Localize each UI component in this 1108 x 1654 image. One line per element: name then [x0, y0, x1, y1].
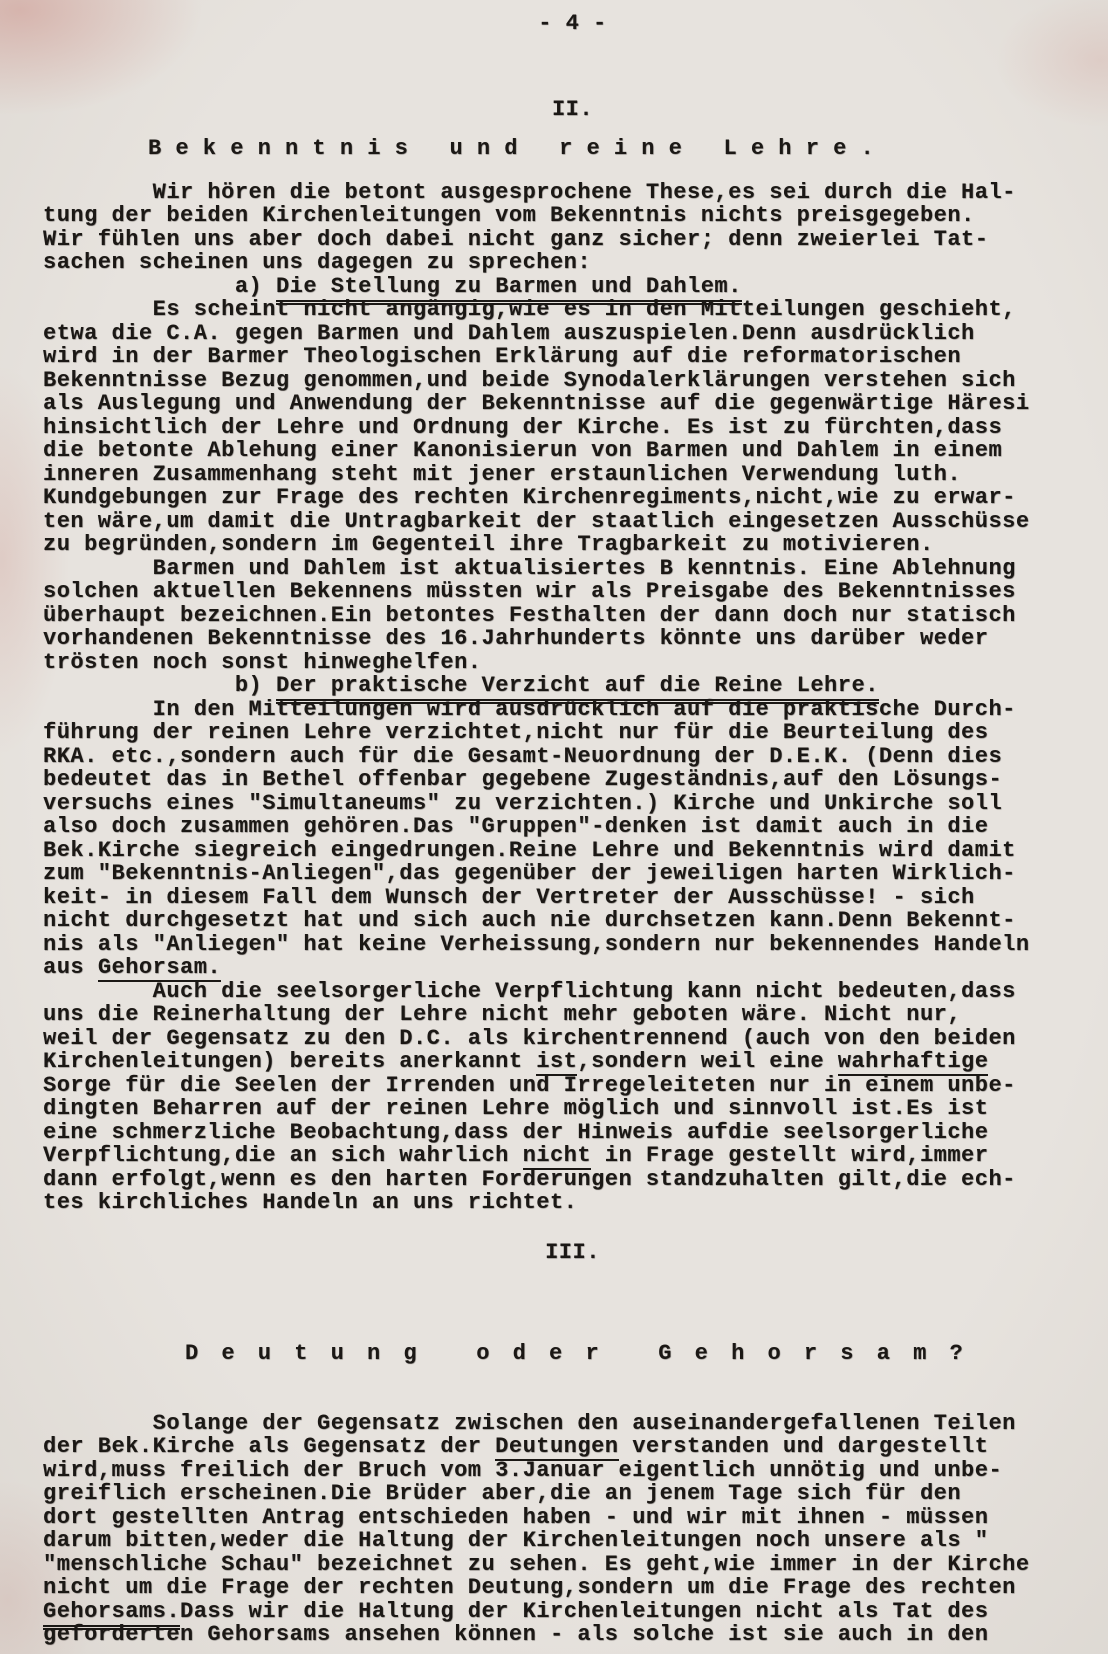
text-line: Bek.Kirche siegreich eingedrungen.Reine Lehre und Bekenntnis wird damit [43, 837, 1016, 863]
text-line: nicht durchgesetzt hat und sich auch nie durchsetzen kann.Denn Bekennt- [43, 908, 1016, 933]
paragraph-5 [43, 980, 1102, 1215]
text-line: Solange der Gegensatz zwischen den auseinandergefallenen Teilen [43, 1410, 1016, 1436]
text-line: versuchs eines "Simultaneums" zu verzichten.) Kirche und Unkirche soll [43, 790, 1003, 816]
text-line: überhaupt bezeichnen.Ein betontes Festhalten der dann doch nur statisch [43, 602, 1016, 628]
text-line: nis als "Anliegen" hat keine Verheissung,sondern nur bekennendes Handeln [43, 931, 1030, 957]
text-line: dann erfolgt,wenn es den harten Forderungen standzuhalten gilt,die ech- [43, 1166, 1016, 1192]
text-line: eine schmerzliche Beobachtung,dass der Hinweis aufdie seelsorgerliche [43, 1119, 989, 1145]
subheading-b [43, 674, 1102, 698]
text-line: dort gestellten Antrag entschieden haben - und wir mit ihnen - müssen [43, 1504, 989, 1530]
paragraph-4 [43, 698, 1102, 980]
text-line: keit- in diesem Fall dem Wunsch der Vertreter der Ausschüsse! - sich [43, 884, 975, 910]
text-line: führung der reinen Lehre verzichtet,nicht nur für die Beurteilung des [43, 720, 989, 745]
text-line: D e u t u n g o d e r G e h o r s a m ? [185, 1341, 968, 1366]
text-line: der Bek.Kirche als Gegensatz der Deutungen verstanden und dargestellt [43, 1434, 989, 1459]
text-line: die betonte Ablehung einer Kanonisierun von Barmen und Dahlem in einem [43, 438, 1003, 463]
text-line: "menschliche Schau" bezeichnet zu sehen. Es geht,wie immer in der Kirche [43, 1551, 1030, 1577]
text-line: trösten noch sonst hinweghelfen. [43, 649, 482, 675]
text-line: weil der Gegensatz zu den D.C. als kirchentrennend (auch von den beiden [43, 1025, 1016, 1051]
text-line: sachen scheinen uns dagegen zu sprechen: [43, 250, 592, 275]
text-line: zum "Bekenntnis-Anliegen",das gegenüber der jeweiligen harten Wirklich- [43, 861, 1016, 886]
text-line: tung der beiden Kirchenleitungen vom Bekenntnis nichts preisgegeben. [43, 203, 975, 228]
text-line: RKA. etc.,sondern auch für die Gesamt-Neuordnung der D.E.K. (Denn dies [43, 743, 1003, 769]
text-line: inneren Zusammenhang steht mit jener erstaunlichen Verwendung luth. [43, 461, 962, 487]
section-iii-title [43, 1342, 1102, 1366]
text-line: uns die Reinerhaltung der Lehre nicht mehr geboten wäre. Nicht nur, [43, 1002, 962, 1027]
page-number [43, 12, 1102, 36]
text-line: zu begründen,sondern im Gegenteil ihre Tragbarkeit zu motivieren. [43, 532, 934, 557]
text-line: Bekenntnisse Bezug genommen,und beide Synodalerklärungen verstehen sich [43, 367, 1016, 393]
paragraph-6 [43, 1412, 1102, 1647]
text-line: III. [545, 1239, 600, 1265]
text-line: nicht um die Frage der rechten Deutung,sondern um die Frage des rechten [43, 1575, 1016, 1600]
text-line: etwa die C.A. gegen Barmen und Dahlem auszuspielen.Denn ausdrücklich [43, 320, 975, 346]
text-line: Barmen und Dahlem ist aktualisiertes B kenntnis. Eine Ablehnung [43, 555, 1016, 581]
subheading-a [43, 275, 1102, 299]
text-line: wird,muss freilich der Bruch vom 3.Januar eigentlich unnötig und unbe- [43, 1457, 1003, 1483]
text-line: dingten Beharren auf der reinen Lehre möglich und sinnvoll ist.Es ist [43, 1096, 989, 1121]
text-line: hinsichtlich der Lehre und Ordnung der Kirche. Es ist zu fürchten,dass [43, 414, 1003, 440]
text-line: Verpflichtung,die an sich wahrlich nicht in Frage gestellt wird,immer [43, 1143, 989, 1168]
text-line: aus Gehorsam. [43, 955, 222, 980]
paragraph-1 [43, 181, 1102, 275]
text-line: Wir hören die betont ausgesprochene These,es sei durch die Hal- [43, 179, 1016, 205]
text-line: Kirchenleitungen) bereits anerkannt ist,sondern weil eine wahrhaftige [43, 1049, 989, 1074]
text-line: wird in der Barmer Theologischen Erklärung auf die reformatorischen [43, 344, 962, 369]
paragraph-3 [43, 557, 1102, 675]
text-line: a) Die Stellung zu Barmen und Dahlem. [43, 275, 1102, 299]
text-line: Auch die seelsorgerliche Verpflichtung kann nicht bedeuten,dass [43, 978, 1016, 1004]
text-line: b) Der praktische Verzicht auf die Reine Lehre. [43, 674, 1102, 698]
text-line: solchen aktuellen Bekennens müssten wir als Preisgabe des Bekenntnisses [43, 579, 1016, 604]
paragraph-2 [43, 298, 1102, 557]
text-line: greiflich erscheinen.Die Brüder aber,die an jenem Tage sich für den [43, 1481, 962, 1506]
text-line: Sorge für die Seelen der Irrenden und Irregeleiteten nur in einem unbe- [43, 1072, 1016, 1098]
text-line: bedeutet das in Bethel offenbar gegebene Zugeständnis,auf den Lösungs- [43, 767, 1003, 792]
text-line: II. [551, 96, 594, 122]
text-line: als Auslegung und Anwendung der Bekenntnisse auf die gegenwärtige Häresi [43, 391, 1030, 416]
text-line: Es scheint nicht angängig,wie es in den Mitteilungen geschieht, [43, 297, 1016, 322]
section-iii-number [43, 1241, 1102, 1265]
section-ii-number [43, 98, 1102, 122]
section-ii-title [43, 137, 1102, 161]
text-line: In den Mitteilungen wird ausdrücklich auf die praktische Durch- [43, 696, 1016, 722]
text-line: Gehorsams.Dass wir die Haltung der Kirchenleitungen nicht als Tat des [43, 1600, 1102, 1624]
text-line: - 4 - [538, 11, 607, 36]
text-line: darum bitten,weder die Haltung der Kirchenleitungen noch unsere als " [43, 1528, 989, 1553]
text-line: tes kirchliches Handeln an uns richtet. [43, 1190, 578, 1215]
text-line: B e k e n n t n i s u n d r e i n e L e h r e . [148, 136, 875, 161]
text-line: geforderten Gehorsams ansehen können - als solche ist sie auch in den [43, 1622, 989, 1647]
text-line: vorhandenen Bekenntnisse des 16.Jahrhunderts könnte uns darüber weder [43, 626, 989, 651]
text-line: Kundgebungen zur Frage des rechten Kirchenregiments,nicht,wie zu erwar- [43, 485, 1016, 510]
text-line: Wir fühlen uns aber doch dabei nicht ganz sicher; denn zweierlei Tat- [43, 226, 989, 252]
text-line: also doch zusammen gehören.Das "Gruppen"-denken ist damit auch in die [43, 814, 989, 839]
text-line: ten wäre,um damit die Untragbarkeit der staatlich eingesetzen Ausschüsse [43, 508, 1030, 534]
